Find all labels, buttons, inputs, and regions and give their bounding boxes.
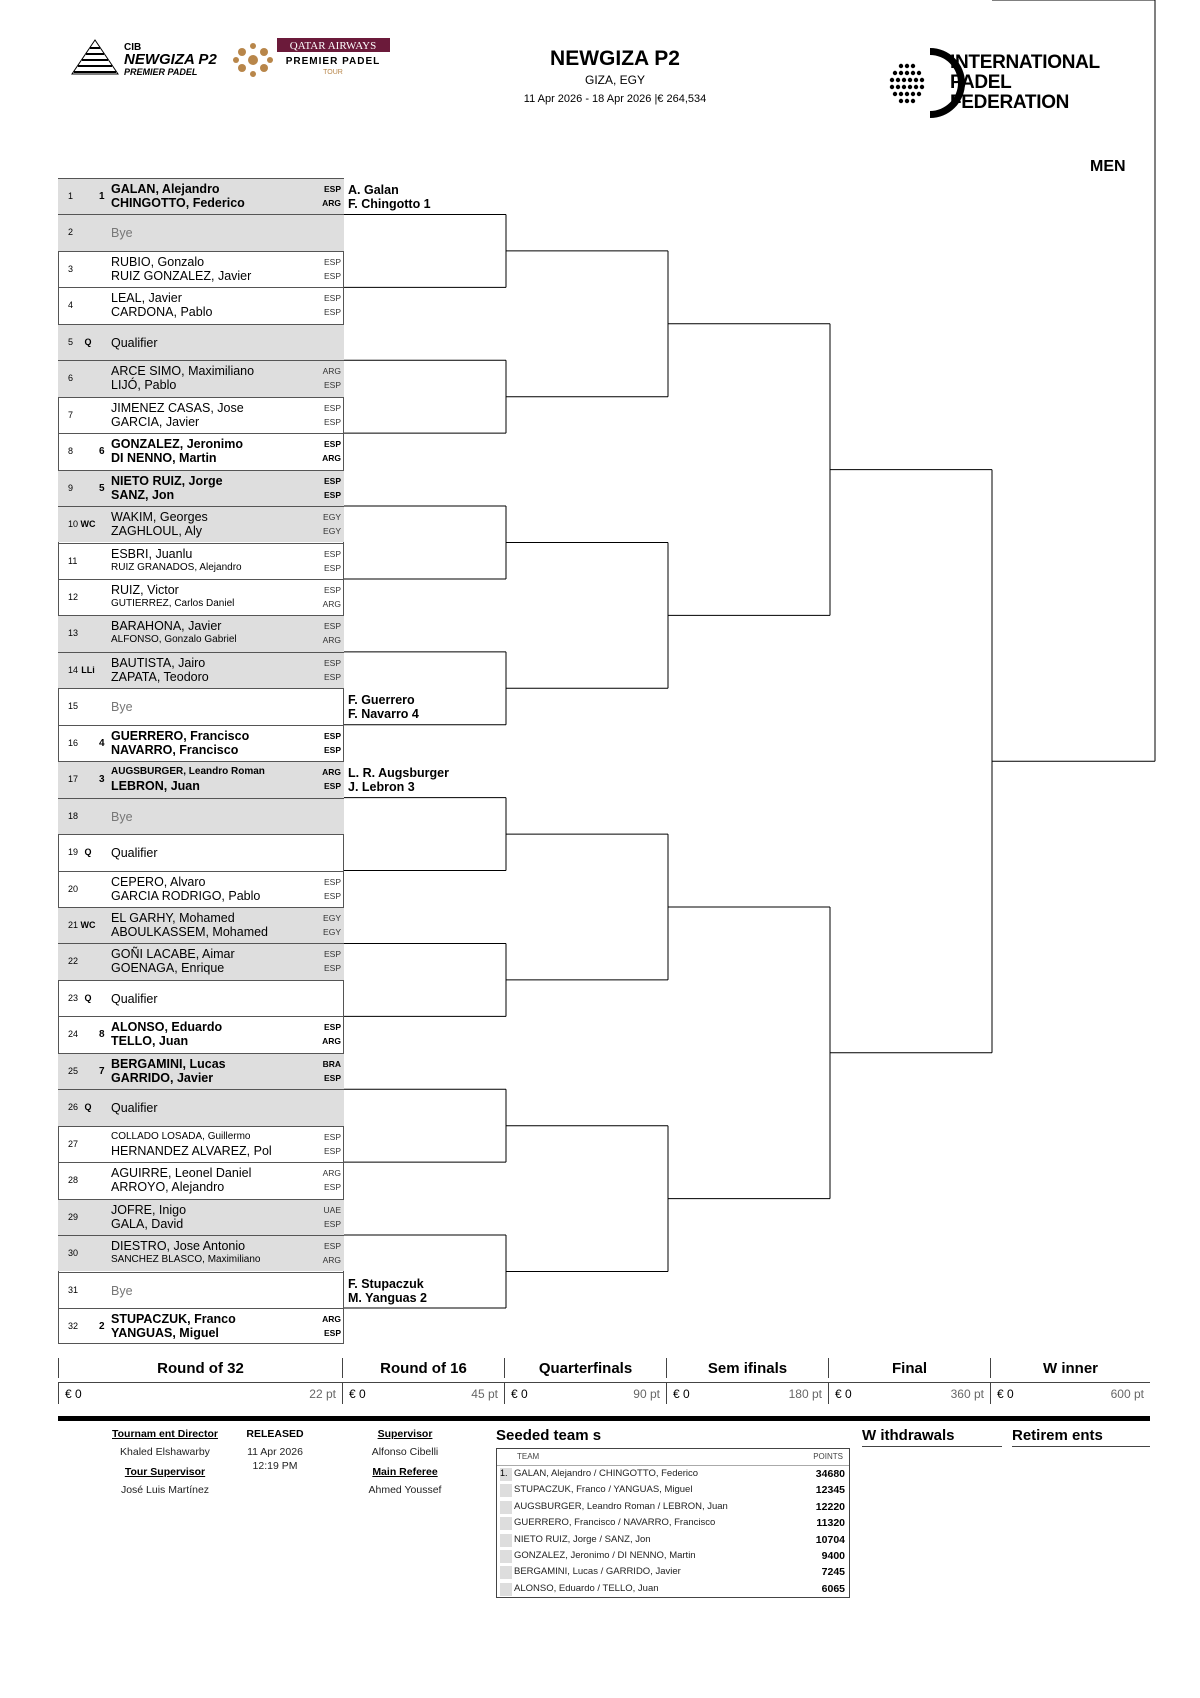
- player-name: NIETO RUIZ, Jorge: [111, 473, 223, 488]
- released-date: 11 Apr 2026: [247, 1446, 303, 1458]
- player-country: ESP: [323, 781, 341, 792]
- player-name: AUGSBURGER, Leandro Roman: [111, 766, 265, 778]
- tournament-title: NEWGIZA P2: [550, 47, 680, 70]
- draw-position: 5: [68, 336, 74, 347]
- seeded-team-row: [497, 1532, 849, 1548]
- supervisor-block: [350, 1428, 460, 1504]
- player-name: TELLO, Juan: [111, 1034, 189, 1049]
- advancer-team: [348, 1277, 427, 1305]
- draw-position: 15: [68, 701, 79, 712]
- player-country: ESP: [323, 1022, 341, 1033]
- player-name: CHINGOTTO, Federico: [111, 196, 245, 210]
- draw-position: 9: [68, 482, 74, 493]
- player-name: GALAN, Alejandro: [111, 182, 220, 196]
- advancer-team: [348, 766, 449, 794]
- player-name: RUIZ GONZALEZ, Javier: [111, 268, 252, 283]
- player-name: DIESTRO, Jose Antonio: [111, 1239, 246, 1254]
- player-country: ESP: [323, 293, 341, 304]
- seed-number: 4: [99, 737, 105, 749]
- prize-money: € 0: [511, 1387, 528, 1401]
- seeded-team-name: GALAN, Alejandro / CHINGOTTO, Federico: [514, 1468, 699, 1479]
- seeded-teams-table: [496, 1448, 850, 1598]
- supervisor-label: Supervisor: [377, 1428, 433, 1440]
- player-country: ARG: [322, 598, 341, 609]
- player-country: ESP: [323, 402, 341, 413]
- player-country: ESP: [323, 1072, 341, 1083]
- player-name: BERGAMINI, Lucas: [111, 1056, 226, 1071]
- player-name: JOFRE, Inigo: [111, 1202, 187, 1217]
- seeded-team-name: GONZALEZ, Jeronimo / DI NENNO, Martin: [514, 1549, 696, 1561]
- player-country: ESP: [323, 963, 341, 974]
- seeded-team-row: [497, 1564, 849, 1580]
- seed-number: 1: [99, 191, 105, 202]
- draw-position: 27: [68, 1138, 79, 1149]
- released-time: 12:19 PM: [252, 1460, 298, 1472]
- player-country: EGY: [323, 927, 341, 937]
- player-country: ESP: [323, 890, 341, 901]
- main-referee: Ahmed Youssef: [368, 1484, 442, 1496]
- draw-position: 1: [68, 191, 74, 201]
- draw-position: 8: [68, 446, 74, 457]
- draw-position: 10: [68, 519, 79, 530]
- player-country: ARG: [322, 635, 341, 646]
- player-name: ABOULKASSEM, Mohamed: [111, 925, 269, 939]
- player-name: BAUTISTA, Jairo: [111, 655, 206, 670]
- draw-position: 18: [68, 810, 79, 821]
- player-name: STUPACZUK, Franco: [111, 1311, 236, 1326]
- player-country: ESP: [323, 184, 341, 194]
- seed-rank: [500, 1566, 512, 1579]
- player-name: AGUIRRE, Leonel Daniel: [111, 1166, 252, 1181]
- tour-supervisor-label: Tour Supervisor: [124, 1466, 206, 1478]
- player-name: LEBRON, Juan: [111, 779, 200, 794]
- player-name: GUTIERREZ, Carlos Daniel: [111, 597, 235, 609]
- advancer-team: [348, 183, 431, 211]
- bye-label: Bye: [111, 226, 133, 241]
- player-country: ARG: [322, 198, 341, 208]
- player-country: ESP: [323, 1145, 341, 1156]
- svg-text:PREMIER PADEL: PREMIER PADEL: [285, 56, 381, 67]
- player-country: ESP: [323, 562, 341, 573]
- seeded-team-row: [497, 1581, 849, 1597]
- seeded-teams-title: Seeded team s: [496, 1427, 602, 1444]
- player-country: ESP: [323, 416, 341, 427]
- draw-position: 24: [68, 1029, 79, 1040]
- player-name: RUIZ GRANADOS, Alejandro: [111, 561, 242, 573]
- ranking-points: 360 pt: [950, 1387, 984, 1401]
- seed-rank: [500, 1583, 512, 1596]
- player-name: GALA, David: [111, 1216, 184, 1231]
- player-name: GOÑI LACABE, Aimar: [111, 947, 235, 962]
- player-name: LEAL, Javier: [111, 291, 182, 306]
- draw-position: 23: [68, 992, 79, 1003]
- draw-position: 32: [68, 1320, 79, 1331]
- qualifier-label: Qualifier: [111, 991, 158, 1006]
- draw-position: 30: [68, 1248, 79, 1259]
- player-name: GONZALEZ, Jeronimo: [111, 437, 243, 452]
- player-country: ESP: [323, 548, 341, 559]
- draw-position: 12: [68, 591, 79, 602]
- ranking-points: 90 pt: [633, 1387, 660, 1401]
- seeded-team-row: [497, 1466, 849, 1482]
- seed-rank: [500, 1484, 512, 1497]
- tournament-location: GIZA, EGY: [584, 73, 645, 87]
- player-country: BRA: [322, 1058, 341, 1069]
- draw-position: 25: [68, 1065, 79, 1076]
- draw-position: 13: [68, 628, 79, 639]
- col-points: POINTS: [813, 1452, 843, 1461]
- seed-number: 5: [99, 482, 105, 494]
- player-name: COLLADO LOSADA, Guillermo: [111, 1130, 251, 1142]
- draw-position: 4: [68, 300, 74, 311]
- player-name: ARROYO, Alejandro: [111, 1180, 225, 1195]
- seeded-team-points: 34680: [815, 1468, 845, 1480]
- seeded-team-points: 7245: [821, 1566, 845, 1579]
- ranking-points: 22 pt: [309, 1387, 336, 1401]
- player-country: ESP: [323, 744, 341, 755]
- player-country: ARG: [322, 366, 341, 377]
- seed-rank: [500, 1534, 512, 1547]
- entry-type: LLi: [81, 664, 95, 675]
- round-prize: [58, 1382, 342, 1404]
- player-country: ARG: [322, 767, 341, 778]
- ranking-points: 180 pt: [788, 1387, 822, 1401]
- seeded-team-points: 9400: [821, 1549, 845, 1562]
- qualifier-label: Qualifier: [111, 335, 158, 350]
- draw-position: 20: [68, 883, 79, 894]
- player-country: ESP: [323, 380, 341, 391]
- col-team: TEAM: [517, 1452, 540, 1461]
- round-prize: [504, 1382, 666, 1404]
- draw-position: 2: [68, 227, 74, 238]
- ipf-line-2: PADEL: [950, 72, 1012, 93]
- player-name: ALFONSO, Gonzalo Gabriel: [111, 634, 237, 646]
- supervisor: Alfonso Cibelli: [371, 1446, 439, 1458]
- draw-position: 22: [68, 956, 79, 967]
- player-name: DI NENNO, Martin: [111, 451, 217, 466]
- round-name: Final: [828, 1358, 990, 1378]
- draw-category: MEN: [1090, 158, 1126, 175]
- player-name: EL GARHY, Mohamed: [111, 911, 235, 925]
- bye-label: Bye: [111, 1283, 133, 1298]
- prize-money: € 0: [835, 1387, 852, 1401]
- seeded-team-points: 11320: [816, 1517, 845, 1530]
- player-country: EGY: [323, 913, 341, 923]
- player-name: BARAHONA, Javier: [111, 619, 222, 634]
- player-country: ESP: [323, 307, 341, 318]
- player-name: GUERRERO, Francisco: [111, 728, 250, 743]
- player-country: EGY: [323, 526, 341, 537]
- seeded-team-points: 12220: [815, 1500, 845, 1513]
- seed-number: 7: [99, 1065, 105, 1077]
- player-country: ESP: [323, 1241, 341, 1252]
- round-name: Round of 16: [342, 1358, 504, 1378]
- entry-type: WC: [80, 519, 96, 530]
- player-country: ESP: [323, 657, 341, 668]
- player-name: CEPERO, Alvaro: [111, 874, 206, 889]
- svg-text:PREMIER PADEL: PREMIER PADEL: [124, 67, 198, 77]
- player-name: GARCIA, Javier: [111, 414, 200, 429]
- player-name: ALONSO, Eduardo: [111, 1020, 223, 1035]
- draw-position: 16: [68, 737, 79, 748]
- player-country: ESP: [323, 256, 341, 267]
- player-country: ARG: [322, 1036, 341, 1047]
- player-country: ESP: [323, 621, 341, 632]
- player-country: ESP: [323, 1218, 341, 1229]
- seeded-team-name: STUPACZUK, Franco / YANGUAS, Miguel: [514, 1484, 693, 1496]
- round-name: W inner: [990, 1358, 1150, 1378]
- player-country: ESP: [323, 439, 341, 450]
- advancer-team: [348, 693, 419, 721]
- seed-number: 2: [99, 1320, 105, 1332]
- draw-position: 3: [68, 263, 74, 274]
- bye-label: Bye: [111, 809, 133, 824]
- seeded-team-points: 12345: [815, 1484, 845, 1497]
- draw-position: 31: [68, 1284, 79, 1295]
- svg-text:TOUR: TOUR: [323, 69, 343, 76]
- draw-position: 14: [68, 664, 79, 675]
- tournament-director-label: Tournam ent Director: [112, 1428, 218, 1440]
- seeded-team-row: [497, 1515, 849, 1531]
- seeded-team-row: [497, 1499, 849, 1515]
- player-name: ZAPATA, Teodoro: [111, 669, 209, 684]
- player-name: ZAGHLOUL, Aly: [111, 524, 202, 539]
- draw-position: 11: [68, 555, 78, 566]
- player-name: HERNANDEZ ALVAREZ, Pol: [111, 1143, 272, 1158]
- released-label: RELEASED: [246, 1428, 304, 1440]
- withdrawals-title: W ithdrawals: [862, 1427, 1002, 1447]
- player-name: YANGUAS, Miguel: [111, 1325, 219, 1340]
- advancer-player-2: F. Chingotto 1: [348, 197, 431, 211]
- advancer-player-1: F. Stupaczuk: [348, 1276, 424, 1291]
- tournament-director: Khaled Elshawarby: [120, 1446, 210, 1458]
- entry-type: Q: [84, 1102, 92, 1113]
- svg-text:NEWGIZA P2: NEWGIZA P2: [124, 51, 217, 68]
- seeded-team-name: ALONSO, Eduardo / TELLO, Juan: [514, 1582, 659, 1594]
- seeded-team-points: 6065: [821, 1582, 845, 1595]
- player-country: ESP: [323, 730, 341, 741]
- player-name: RUBIO, Gonzalo: [111, 254, 205, 269]
- player-name: GOENAGA, Enrique: [111, 961, 225, 976]
- seed-rank: [500, 1550, 512, 1563]
- player-country: ARG: [322, 1168, 341, 1179]
- player-country: ESP: [323, 489, 341, 500]
- seeded-team-name: BERGAMINI, Lucas / GARRIDO, Javier: [514, 1566, 681, 1578]
- seeded-team-name: NIETO RUIZ, Jorge / SANZ, Jon: [514, 1533, 651, 1545]
- prize-money: € 0: [997, 1387, 1014, 1401]
- seed-rank: [500, 1501, 512, 1514]
- seeded-team-name: GUERRERO, Francisco / NAVARRO, Francisco: [514, 1517, 716, 1529]
- player-name: NAVARRO, Francisco: [111, 742, 239, 757]
- advancer-player-2: J. Lebron 3: [348, 780, 415, 795]
- seeded-team-name: AUGSBURGER, Leandro Roman / LEBRON, Juan: [514, 1500, 728, 1512]
- seed-number: 3: [99, 774, 105, 786]
- svg-text:CIB: CIB: [124, 42, 142, 53]
- player-country: ESP: [323, 876, 341, 887]
- released-block: [235, 1428, 315, 1480]
- seeded-team-points: 10704: [815, 1533, 845, 1546]
- player-country: EGY: [323, 512, 341, 523]
- svg-text:QATAR AIRWAYS: QATAR AIRWAYS: [289, 40, 377, 52]
- bye-label: Bye: [111, 700, 133, 715]
- player-name: ARCE SIMO, Maximiliano: [111, 364, 255, 379]
- seeded-team-row: [497, 1548, 849, 1564]
- player-name: SANZ, Jon: [111, 487, 175, 502]
- player-country: ESP: [323, 584, 341, 595]
- entry-type: Q: [84, 847, 92, 858]
- player-name: WAKIM, Georges: [111, 510, 208, 525]
- round-name: Quarterfinals: [504, 1358, 666, 1378]
- draw-position: 29: [68, 1211, 79, 1222]
- player-country: ARG: [322, 1313, 341, 1324]
- tournament-dates: 11 Apr 2026 - 18 Apr 2026 |€ 264,534: [523, 93, 707, 105]
- draw-position: 17: [68, 774, 79, 785]
- round-prize: [666, 1382, 828, 1404]
- player-name: RUIZ, Victor: [111, 582, 179, 597]
- seed-rank: [500, 1517, 512, 1530]
- advancer-player-1: A. Galan: [348, 183, 399, 197]
- entry-type: WC: [80, 920, 96, 930]
- retirements-title: Retirem ents: [1012, 1427, 1150, 1447]
- ipf-line-1: INTERNATIONAL: [950, 52, 1100, 73]
- prize-money: € 0: [673, 1387, 690, 1401]
- round-prize: [990, 1382, 1150, 1404]
- player-country: ESP: [323, 1182, 341, 1193]
- tour-supervisor: José Luis Martínez: [120, 1484, 210, 1496]
- player-country: UAE: [323, 1204, 341, 1215]
- ranking-points: 600 pt: [1110, 1387, 1144, 1401]
- player-name: ESBRI, Juanlu: [111, 546, 193, 561]
- qualifier-label: Qualifier: [111, 846, 158, 861]
- draw-position: 26: [68, 1102, 79, 1113]
- draw-position: 6: [68, 373, 74, 384]
- draw-position: 7: [68, 409, 74, 420]
- player-country: ESP: [323, 949, 341, 960]
- advancer-player-2: M. Yanguas 2: [348, 1290, 427, 1305]
- ipf-line-3: FEDERATION: [950, 92, 1070, 113]
- entry-type: Q: [84, 336, 92, 347]
- player-name: LIJÓ, Pablo: [111, 378, 177, 393]
- round-prize: [342, 1382, 504, 1404]
- prize-money: € 0: [349, 1387, 366, 1401]
- qualifier-label: Qualifier: [111, 1101, 158, 1116]
- player-name: GARRIDO, Javier: [111, 1070, 214, 1085]
- seeded-team-row: [497, 1482, 849, 1498]
- main-referee-label: Main Referee: [372, 1466, 438, 1478]
- player-name: JIMENEZ CASAS, Jose: [111, 400, 244, 415]
- seeded-header: [497, 1449, 849, 1466]
- draw-position: 28: [68, 1175, 79, 1186]
- entry-type: Q: [84, 992, 92, 1003]
- player-country: ESP: [323, 270, 341, 281]
- player-name: SANCHEZ BLASCO, Maximiliano: [111, 1254, 261, 1266]
- divider: [58, 1416, 1150, 1421]
- advancer-player-1: F. Guerrero: [348, 693, 415, 708]
- draw-position: 21: [68, 920, 79, 930]
- player-country: ESP: [323, 671, 341, 682]
- player-name: GARCIA RODRIGO, Pablo: [111, 888, 261, 903]
- player-country: ESP: [323, 1327, 341, 1338]
- player-name: CARDONA, Pablo: [111, 305, 213, 320]
- seed-number: 6: [99, 446, 105, 458]
- tournament-director-block: [80, 1428, 250, 1504]
- player-country: ARG: [322, 453, 341, 464]
- ranking-points: 45 pt: [471, 1387, 498, 1401]
- seed-number: 8: [99, 1029, 105, 1041]
- round-prizes-table: [58, 1358, 1150, 1408]
- player-country: ESP: [323, 1131, 341, 1142]
- advancer-player-1: L. R. Augsburger: [348, 766, 449, 781]
- draw-position: 19: [68, 847, 79, 858]
- player-country: ARG: [322, 1255, 341, 1266]
- player-country: ESP: [323, 475, 341, 486]
- advancer-player-2: F. Navarro 4: [348, 707, 419, 722]
- round-name: Round of 32: [58, 1358, 342, 1378]
- round-prize: [828, 1382, 990, 1404]
- prize-money: € 0: [65, 1387, 82, 1401]
- seed-rank: 1.: [500, 1468, 512, 1481]
- round-name: Sem ifinals: [666, 1358, 828, 1378]
